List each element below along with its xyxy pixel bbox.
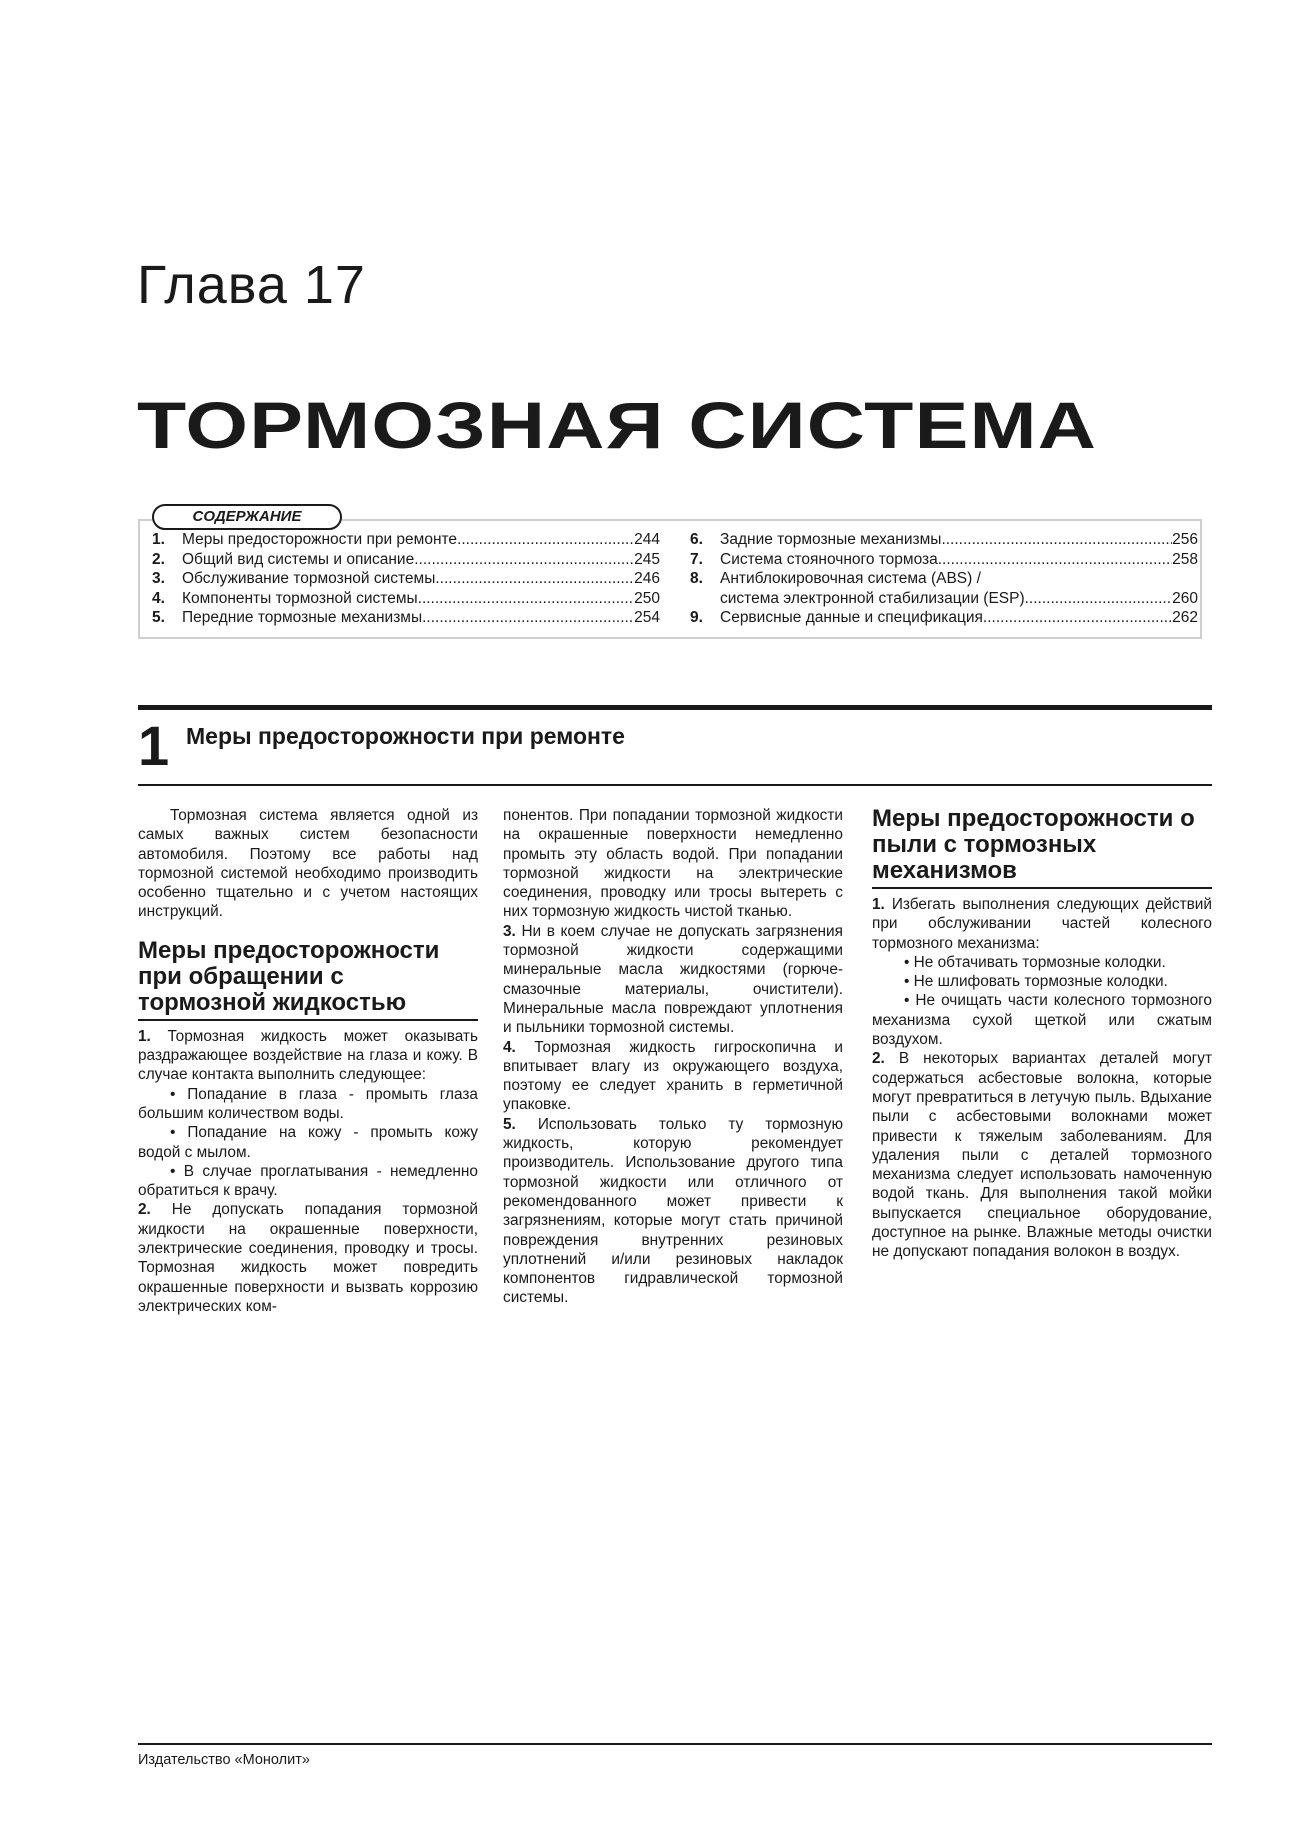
item-number: 1.: [138, 1027, 151, 1045]
toc-item-title: Задние тормозные механизмы: [720, 531, 942, 548]
chapter-title: ТОРМОЗНАЯ СИСТЕМА: [137, 388, 1098, 462]
toc-item[interactable]: [690, 608, 1198, 628]
section-number: 1: [138, 714, 170, 777]
subheading-brake-fluid: Меры предосторожности при обращении с тормозной жидкостью: [138, 938, 478, 1021]
toc-right-column: [690, 530, 1198, 628]
text-column-2: [503, 806, 843, 1308]
toc-leader-dots: [983, 608, 1172, 628]
toc-item-page: 260: [1172, 589, 1198, 607]
toc-item-number: 2.: [152, 550, 165, 568]
item-number: 3.: [503, 922, 516, 940]
toc-item-page: 246: [634, 570, 660, 588]
paragraph: понентов. При попадании тормозной жидкости на окрашенные поверхности немедленно промыть эту область водой. При попадании тормозной жидкости на электрические соединения, проводку или тросы вытереть с них тормозную жидкость чистой тканью.: [503, 807, 843, 921]
bullet-item: • Попадание в глаза - промыть глаза большим количеством воды.: [138, 1085, 478, 1122]
toc-item-number: 3.: [152, 570, 165, 588]
toc-item-continuation[interactable]: [690, 589, 1198, 609]
toc-leader-dots: [1025, 589, 1173, 609]
toc-item-page: 244: [634, 531, 660, 548]
toc-item[interactable]: [690, 550, 1198, 570]
paragraph: [503, 1115, 843, 1308]
paragraph-text: Использовать только ту тормозную жидкость, которую рекомендует производитель. Использование другого типа тормозной жидкости или отличного от рекомендованного может привести к загрязнениям, которые могут стать причиной повреждения внутренних резиновых уплотнений и/или резиновых накладок компонентов гидравлической тормозной системы.: [503, 1115, 843, 1307]
toc-leader-dots: [435, 569, 634, 589]
toc-item-number: 4.: [152, 589, 165, 607]
toc-item-page: 256: [1172, 531, 1198, 548]
item-number: 5.: [503, 1115, 516, 1133]
bullet-item: • Не очищать части колесного тормозного механизма сухой щеткой или сжатым воздухом.: [872, 992, 1212, 1049]
toc-item-title: Общий вид системы и описание: [182, 550, 415, 568]
item-number: 1.: [872, 896, 885, 913]
toc-item-number: 8.: [690, 570, 703, 588]
toc-item[interactable]: [690, 530, 1198, 550]
paragraph-text: Тормозная жидкость гигроскопична и впитывает влагу из окружающего воздуха, поэтому ее следует хранить в герметичной упаковке.: [503, 1038, 843, 1114]
text-column-3: [872, 806, 1212, 1262]
toc-item-number: 9.: [690, 609, 703, 627]
intro-paragraph: Тормозная система является одной из самых важных систем безопасности автомобиля. Поэтому все работы над тормозной системой необходимо производить особенно тщательно и с учетом настоящих инструкций.: [138, 807, 478, 921]
toc-leader-dots: [422, 608, 634, 628]
item-number: 4.: [503, 1038, 516, 1056]
toc-item-title: система электронной стабилизации (ESP): [720, 589, 1025, 607]
toc-left-column: [152, 530, 660, 628]
toc-leader-dots: [941, 530, 1172, 550]
toc-item[interactable]: [152, 550, 660, 570]
section-title: Меры предосторожности при ремонте: [186, 723, 625, 749]
toc-item-title: Обслуживание тормозной системы: [182, 570, 436, 588]
toc-item[interactable]: [152, 530, 660, 550]
footer-rule: [138, 1743, 1212, 1745]
paragraph: [872, 1049, 1212, 1261]
toc-leader-dots: [414, 550, 634, 570]
bullet-item: • Не обтачивать тормозные колодки.: [904, 953, 1166, 971]
toc-leader-dots: [418, 589, 634, 609]
toc-item-page: 254: [634, 609, 660, 627]
toc-item-page: 258: [1172, 550, 1198, 568]
toc-leader-dots: [457, 530, 634, 550]
toc-item[interactable]: [690, 569, 1198, 589]
paragraph-text: Избегать выполнения следующих действий при обслуживании частей колесного тормозного механизма:: [872, 896, 1212, 952]
toc-item-number: 6.: [690, 531, 703, 548]
toc-item-title: Компоненты тормозной системы: [182, 589, 418, 607]
toc-item[interactable]: [152, 589, 660, 609]
paragraph-text: В некоторых вариантах деталей могут содержаться асбестовые волокна, которые могут превратиться в летучую пыль. Вдыхание пыли с асбестовыми волокнами может привести к тяжелым заболеваниям. Для удаления пыли с деталей тормозного механизма следует использовать намоченную водой ткань. Для выполнения такой мойки выпускается специальное оборудование, доступное на рынке. Влажные методы очистки не допускают попадания волокон в воздух.: [872, 1050, 1212, 1261]
subheading-brake-dust: Меры предосторожности о пыли с тормозных механизмов: [872, 806, 1212, 889]
toc-item[interactable]: [152, 569, 660, 589]
section-rule-top: [138, 705, 1212, 710]
toc-item-page: 250: [634, 589, 660, 607]
paragraph: [138, 1027, 478, 1085]
footer-publisher: Издательство «Монолит»: [138, 1752, 310, 1768]
toc-item[interactable]: [152, 608, 660, 628]
paragraph-text: Тормозная жидкость может оказывать раздражающее воздействие на глаза и кожу. В случае контакта выполнить следующее:: [138, 1027, 479, 1084]
toc-item-page: 262: [1172, 609, 1198, 627]
paragraph: [503, 1038, 843, 1115]
paragraph-text: Ни в коем случае не допускать загрязнения тормозной жидкости содержащими минеральные масла жидкостями (горюче-смазочные материалы, очистители). Минеральные масла повреждают уплотнения и пыльники тормозной системы.: [503, 922, 843, 1037]
toc-item-number: 1.: [152, 531, 165, 548]
section-rule-bottom: [138, 784, 1212, 786]
paragraph: [503, 922, 843, 1038]
toc-item-title: Система стояночного тормоза: [720, 550, 938, 568]
paragraph-text: Не допускать попадания тормозной жидкости на окрашенные поверхности, электрические соединения, проводку и тросы. Тормозная жидкость может повредить окрашенные поверхности и вызвать коррозию электрических ком-: [138, 1201, 479, 1315]
toc-heading: СОДЕРЖАНИЕ: [152, 504, 342, 530]
toc-item-number: 5.: [152, 609, 165, 627]
item-number: 2.: [138, 1201, 151, 1219]
toc-leader-dots: [938, 550, 1172, 570]
paragraph: [872, 895, 1212, 953]
item-number: 2.: [872, 1050, 885, 1068]
bullet-item: • В случае проглатывания - немедленно обратиться к врачу.: [138, 1162, 478, 1200]
toc-item-title: Передние тормозные механизмы: [182, 609, 423, 627]
bullet-item: • Не шлифовать тормозные колодки.: [904, 973, 1168, 991]
toc-item-number: 7.: [690, 550, 703, 568]
toc-item-title: Сервисные данные и спецификация: [720, 609, 983, 627]
text-column-1: [138, 806, 478, 1316]
toc-item-title: Меры предосторожности при ремонте: [182, 531, 458, 548]
chapter-label: Глава 17: [137, 255, 366, 315]
paragraph: [138, 1200, 478, 1316]
toc-item-title: Антиблокировочная система (ABS) /: [720, 570, 981, 588]
bullet-item: • Попадание на кожу - промыть кожу водой с мылом.: [138, 1124, 478, 1161]
toc-item-page: 245: [634, 550, 660, 568]
